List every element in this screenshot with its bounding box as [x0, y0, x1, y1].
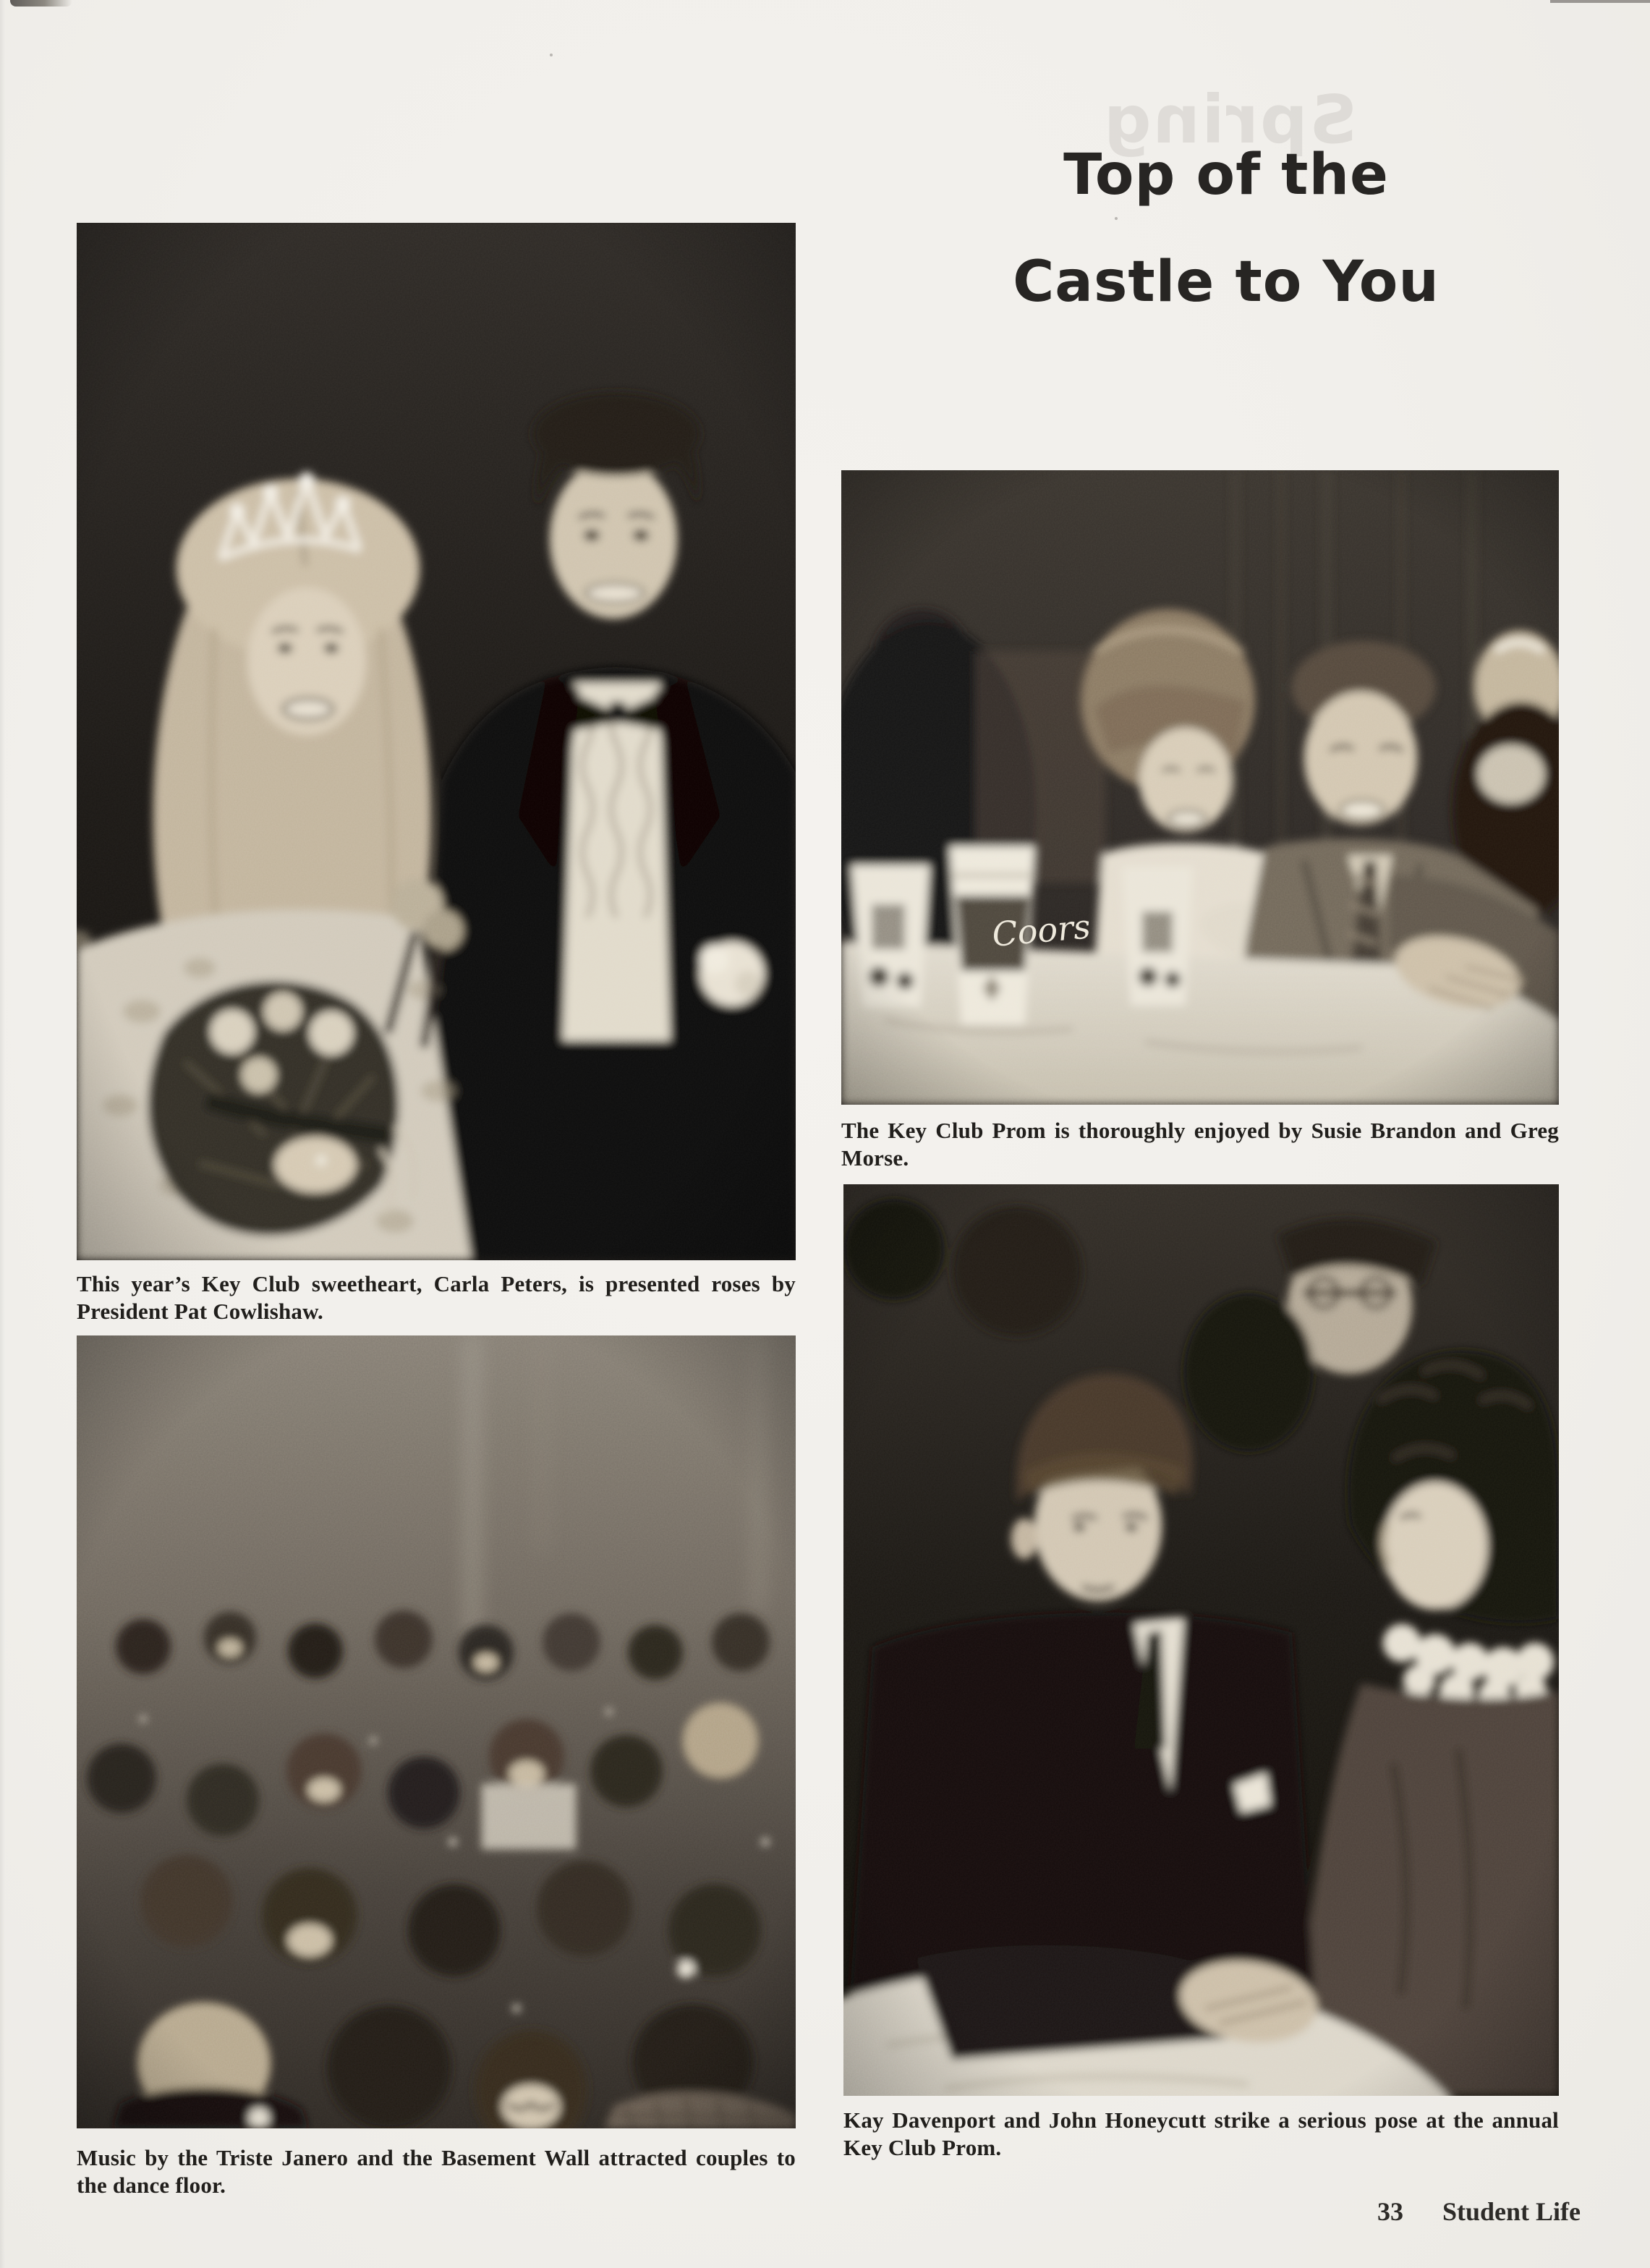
page-title-line1: Top of the	[1063, 143, 1389, 208]
page-footer	[1377, 2196, 1581, 2227]
photo-serious-pose	[843, 1184, 1559, 2096]
caption-dance-floor: Music by the Triste Janero and the Basement Wall attracted couples to the dance floor.	[77, 2145, 796, 2198]
photo-prom-table	[841, 470, 1559, 1105]
photo-sweetheart-image	[77, 223, 796, 1260]
section-label: Student Life	[1442, 2197, 1581, 2226]
photo-prom-table-image	[841, 470, 1559, 1105]
bleed-through-text: Spring	[1102, 81, 1358, 158]
photo-dance-floor-image	[77, 1335, 796, 2128]
page-title-line2: Castle to You	[1013, 250, 1440, 315]
caption-prom-table: The Key Club Prom is thoroughly enjoyed by Susie Brandon and Greg Morse.	[841, 1118, 1559, 1171]
photo-serious-pose-image	[843, 1184, 1559, 2096]
paper-speck	[550, 54, 553, 56]
page-title	[832, 122, 1620, 336]
scan-smudge-artifact	[10, 0, 72, 7]
photo-dance-floor	[77, 1335, 796, 2128]
caption-sweetheart: This year’s Key Club sweetheart, Carla Peters, is presented roses by President Pat Cowlishaw.	[77, 1271, 796, 1324]
scan-edge-artifact	[1550, 0, 1650, 3]
page-left-edge-shade	[0, 0, 5, 2268]
page-number: 33	[1377, 2197, 1403, 2226]
caption-serious-pose: Kay Davenport and John Honeycutt strike a serious pose at the annual Key Club Prom.	[843, 2107, 1559, 2160]
photo-sweetheart	[77, 223, 796, 1260]
